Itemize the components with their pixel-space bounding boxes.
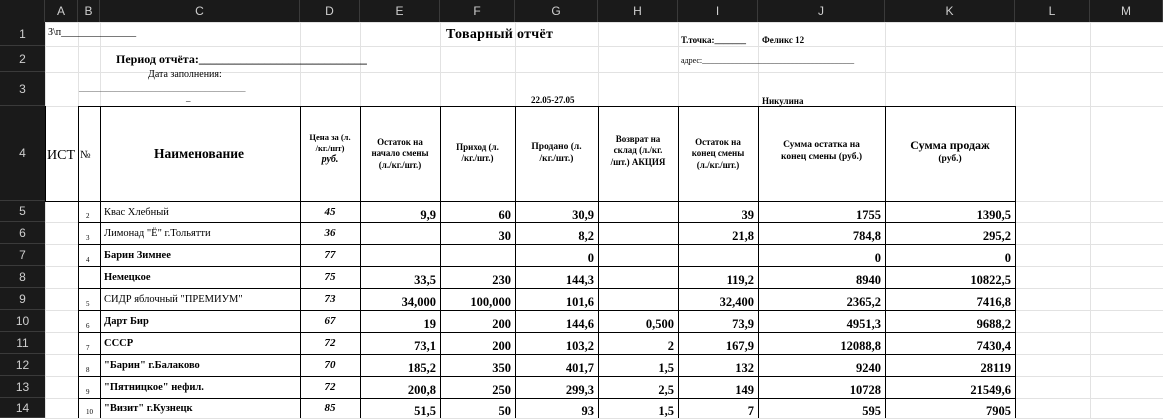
cell-income: 200 [492, 339, 511, 353]
col-header-start-balance-l1: Остаток на [377, 137, 423, 147]
price-value: 67 [324, 315, 336, 327]
col-header-price-l1: Цена за (л. [309, 132, 351, 142]
cell-end-sum: 784,8 [852, 229, 881, 243]
table-border [1015, 106, 1016, 418]
column-header-G[interactable]: G [515, 0, 598, 22]
cell-ret: 0,500 [645, 317, 674, 331]
table-border [78, 106, 1016, 107]
row-number: 2 [86, 212, 90, 220]
column-header-F[interactable]: F [440, 0, 515, 22]
price-value: 72 [324, 337, 336, 349]
cell-sold: 8,2 [578, 229, 594, 243]
col-header-sales-sum-l1: Сумма продаж [910, 138, 990, 152]
cell-end: 73,9 [732, 317, 754, 331]
col-header-price-l3: руб. [321, 154, 339, 166]
cell-sales: 9688,2 [976, 317, 1011, 331]
product-name: "Пятницкое" нефил. [104, 382, 204, 393]
product-name: "Барин" г.Балаково [104, 360, 200, 371]
col-header-end-balance-l2: конец смены [691, 148, 745, 159]
price-value: 45 [324, 205, 336, 218]
col-header-end-sum-l2: конец смены (руб.) [780, 151, 863, 162]
col-header-sold-l1: Продано (л. [531, 142, 582, 152]
cell-income: 100,000 [470, 295, 511, 309]
cell-end: 149 [735, 383, 754, 397]
cell-sold: 144,3 [565, 273, 594, 287]
row-header-7[interactable]: 7 [0, 244, 45, 266]
column-header-A[interactable]: A [45, 0, 78, 22]
price-value: 85 [324, 402, 336, 414]
column-header-C[interactable]: C [100, 0, 300, 22]
report-title: Товарный отчёт [446, 27, 554, 42]
cell-income: 50 [498, 404, 511, 418]
row-header-6[interactable]: 6 [0, 222, 45, 244]
column-header-D[interactable]: D [300, 0, 360, 22]
fill-date-label: Дата заполнения: [148, 69, 222, 80]
sheet-corner[interactable] [0, 0, 45, 22]
cell-end: 119,2 [726, 273, 754, 287]
col-header-end-balance-l3: (л./кг./шт.) [696, 159, 740, 170]
column-header-K[interactable]: K [885, 0, 1015, 22]
col-header-end-sum-l1: Сумма остатка на [783, 140, 860, 150]
column-header-J[interactable]: J [758, 0, 885, 22]
row-number: 3 [86, 234, 90, 242]
cell-sales: 7430,4 [976, 339, 1011, 353]
cell-end: 32,400 [719, 295, 754, 309]
row-header-1[interactable]: 1 [0, 22, 45, 46]
product-name: Квас Хлебный [104, 206, 169, 218]
cell-income: 200 [492, 317, 511, 331]
cell-end: 7 [747, 404, 754, 418]
cell-ret: 1,5 [658, 361, 674, 375]
col-header-return-l3: /шт.) АКЦИЯ [610, 156, 666, 167]
col-header-ist: ИСТ [47, 148, 75, 163]
row-header-3[interactable]: 3 [0, 72, 45, 106]
price-value: 73 [324, 293, 336, 305]
column-header-E[interactable]: E [360, 0, 440, 22]
row-header-13[interactable]: 13 [0, 376, 45, 398]
row-header-10[interactable]: 10 [0, 310, 45, 332]
cell-ret: 2,5 [658, 383, 674, 397]
cell-sold: 401,7 [565, 361, 594, 375]
cell-sales: 1390,5 [976, 207, 1011, 222]
cell-sold: 30,9 [572, 207, 594, 222]
price-value: 75 [324, 271, 336, 283]
row-number: 8 [86, 366, 90, 374]
row-number: 4 [86, 256, 90, 264]
fill-date-tail: _ [186, 93, 191, 103]
price-value: 77 [324, 249, 336, 261]
col-header-return-l1: Возврат на [615, 134, 661, 144]
product-name: СИДР яблочный "ПРЕМИУМ" [104, 294, 243, 305]
cell-start: 33,5 [414, 273, 436, 287]
col-header-end-balance-l1: Остаток на [695, 137, 741, 147]
cell-sales: 7416,8 [976, 295, 1011, 309]
column-header-I[interactable]: I [678, 0, 758, 22]
row-number: 10 [86, 408, 93, 416]
cell-end: 132 [735, 361, 754, 375]
product-name: СССР [104, 338, 134, 349]
cell-start: 73,1 [414, 339, 436, 353]
col-header-return-l2: склад (л./кг. [613, 145, 663, 156]
row-number: 6 [86, 322, 90, 330]
cell-end-sum: 0 [874, 251, 881, 265]
col-header-number: № [80, 149, 91, 161]
cell-income: 350 [492, 361, 511, 375]
row-header-14[interactable]: 14 [0, 398, 45, 418]
cell-start: 19 [423, 317, 436, 331]
cell-income: 250 [492, 383, 511, 397]
col-header-sales-sum-l2: (руб.) [938, 154, 962, 164]
product-name: "Визит" г.Кузнецк [104, 403, 193, 414]
cell-end-sum: 595 [862, 404, 881, 418]
product-name: Немецкое [104, 272, 151, 283]
product-name: Лимонад "Ё" г.Тольятти [104, 228, 211, 239]
col-header-price-l2: /кг./шт) [315, 142, 345, 153]
cell-end-sum: 8940 [856, 273, 881, 287]
col-header-name: Наименование [154, 146, 244, 161]
cell-income: 30 [498, 229, 511, 243]
address-line: адрес:______________________________________ [681, 56, 855, 65]
price-value: 36 [324, 227, 336, 239]
price-value: 72 [324, 381, 336, 393]
column-header-H[interactable]: H [598, 0, 678, 22]
cell-end-sum: 10728 [849, 383, 881, 397]
row-header-9[interactable]: 9 [0, 288, 45, 310]
cell-sold: 103,2 [565, 339, 594, 353]
cell-start: 200,8 [407, 383, 436, 397]
fill-date-line: _____________________________________ [79, 83, 246, 93]
column-header-B[interactable]: B [78, 0, 100, 22]
product-name: Барин Зимнее [104, 250, 171, 261]
col-header-income-l2: /кг./шт.) [461, 153, 494, 164]
cell-sold: 299,3 [565, 383, 594, 397]
cell-start: 34,000 [401, 295, 436, 309]
row-header-8[interactable]: 8 [0, 266, 45, 288]
cell-end: 39 [741, 207, 754, 222]
cell-sales: 7905 [986, 404, 1011, 418]
cell-end-sum: 4951,3 [846, 317, 881, 331]
gridline-v [1090, 22, 1091, 418]
point-name: Феликс 12 [762, 35, 805, 45]
row-number: 9 [86, 388, 90, 396]
cell-start: 51,5 [414, 404, 436, 418]
row-header-12[interactable]: 12 [0, 354, 45, 376]
cell-end-sum: 2365,2 [846, 295, 881, 309]
responsible-person: Никулина [762, 96, 804, 106]
cell-income: 60 [498, 207, 511, 222]
col-header-start-balance-l3: (л./кг./шт.) [378, 159, 422, 170]
cell-sold: 101,6 [565, 295, 594, 309]
col-header-start-balance-l2: начало смены [371, 148, 429, 159]
cell-start: 9,9 [420, 207, 436, 222]
row-number: 7 [86, 344, 90, 352]
cell-end-sum: 9240 [856, 361, 881, 375]
cell-start: 185,2 [407, 361, 436, 375]
row-header-2[interactable]: 2 [0, 46, 45, 72]
gridline-h [45, 46, 1163, 47]
cell-ret: 1,5 [658, 404, 674, 418]
cell-end-sum: 12088,8 [840, 339, 881, 353]
row-header-4[interactable]: 4 [0, 106, 45, 201]
employee-line: З\п_______________ [48, 27, 137, 38]
cell-sold: 0 [587, 251, 594, 265]
cell-sold: 93 [581, 404, 594, 418]
row-header-11[interactable]: 11 [0, 332, 45, 354]
column-header-L[interactable]: L [1015, 0, 1090, 22]
cell-sales: 28119 [980, 361, 1011, 375]
cell-end: 21,8 [732, 229, 754, 243]
date-range: 22.05-27.05 [531, 95, 575, 105]
row-header-5[interactable]: 5 [0, 201, 45, 222]
cell-income: 230 [492, 273, 511, 287]
cell-end: 167,9 [725, 339, 754, 353]
gridline-h [45, 22, 1163, 23]
col-header-income-l1: Приход (л. [456, 142, 499, 152]
price-value: 70 [324, 359, 336, 371]
cell-sold: 144,6 [565, 317, 594, 331]
cell-sales: 21549,6 [970, 383, 1011, 397]
period-label: Период отчёта:____________________________ [116, 52, 367, 66]
cell-sales: 10822,5 [970, 273, 1011, 287]
row-number: 5 [86, 300, 90, 308]
col-header-sold-l2: /кг./шт.) [539, 153, 574, 164]
cell-sales: 295,2 [982, 229, 1011, 243]
cell-end-sum: 1755 [856, 207, 881, 222]
product-name: Дарт Бир [104, 316, 149, 327]
cell-sales: 0 [1004, 251, 1011, 265]
table-border [45, 106, 46, 201]
point-label: Т.точка:_______ [681, 35, 747, 45]
cell-ret: 2 [667, 339, 674, 353]
column-header-M[interactable]: M [1090, 0, 1163, 22]
